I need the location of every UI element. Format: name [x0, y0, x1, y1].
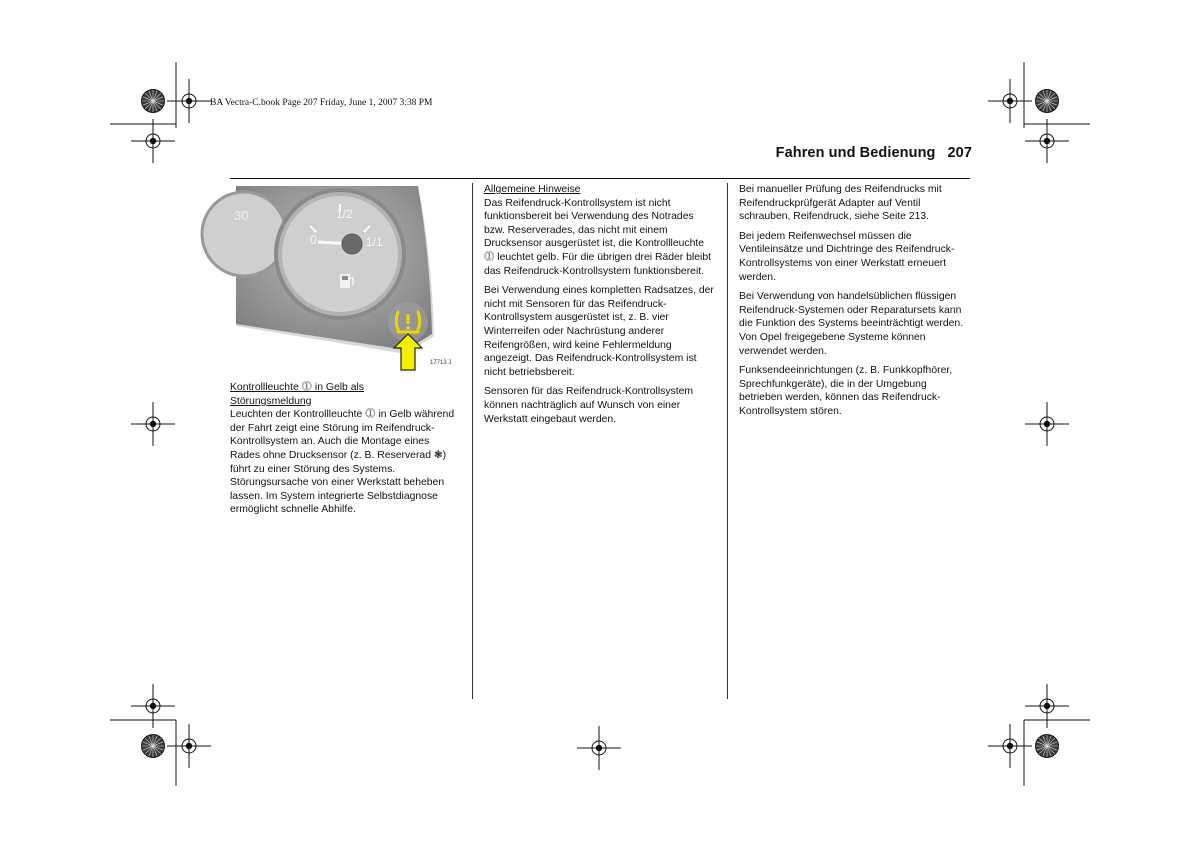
paragraph: Bei Verwendung eines kompletten Radsatzes, der nicht mit Sensoren für das Reifendruck-Kontrollsystem ausgerüstet ist, z. B. vier Winterreifen oder Nachrüstung anderer Reifengrößen, wird keine Fehlermeldung angezeigt. Das Reifendruck-Kontrollsystem ist nicht betriebsbereit.: [484, 285, 714, 378]
column-divider: [472, 183, 473, 699]
page-header: [700, 145, 972, 161]
figure-number: 17713 J: [430, 360, 452, 366]
header-rule: [230, 178, 970, 179]
section-title: Fahren und Bedienung: [775, 145, 936, 161]
paragraph: Bei Verwendung von handelsüblichen flüssigen Reifendruck-Systemen oder Reparatursets kann die Funktion des Systems beeinträchtigt werden. Von Opel freigegebene Systeme können verwendet werden.: [739, 291, 964, 357]
column-3: [739, 183, 971, 425]
section-heading-line2: Störungsmeldung: [230, 395, 312, 407]
gauge-label-half: 1/2: [336, 207, 353, 221]
instrument-cluster-illustration: [236, 186, 434, 370]
partial-gauge-digits: 30: [234, 208, 249, 223]
page-number: 207: [947, 145, 972, 161]
instrument-cluster-figure: [236, 186, 434, 370]
gauge-label-full: 1/1: [366, 235, 383, 249]
paragraph: Das Reifendruck-Kontrollsystem ist nicht funktionsbereit bei Verwendung des Notrades bzw. Reserverades, das nicht mit einem Drucksensor ausgerüstet ist, die Kontrollleuchte ⓵ leuchtet gelb. Für die übrigen drei Räder bleibt das Reifendruck-Kontrollsystem funktionsbereit.: [484, 197, 711, 277]
paragraph: Leuchten der Kontrollleuchte ⓵ in Gelb während der Fahrt zeigt eine Störung im Reifendruck-Kontrollsystem an. Auch die Montage eines Rades ohne Drucksensor (z. B. Reserverad ❃) führt zu einer Störung des Systems. Störungsursache von einer Werkstatt beheben lassen. Im System integrierte Selbstdiagnose ermöglicht schnelle Abhilfe.: [230, 409, 455, 516]
paragraph: Bei jedem Reifenwechsel müssen die Ventileinsätze und Dichtringe des Reifendruck-Kontrollsystems von einer Werkstatt erneuert werden.: [739, 230, 955, 283]
column-2: [484, 183, 716, 432]
section-heading: Allgemeine Hinweise: [484, 184, 581, 195]
print-info: BA Vectra-C.book Page 207 Friday, June 1, 2007 3:38 PM: [210, 98, 433, 108]
column-1: [230, 381, 462, 523]
paragraph: Bei manueller Prüfung des Reifendrucks mit Reifendruckprüfgerät Adapter auf Ventil schrauben, Reifendruck, siehe Seite 213.: [739, 184, 942, 223]
column-divider: [727, 183, 728, 699]
paragraph: Funksendeeinrichtungen (z. B. Funkkopfhörer, Sprechfunkgeräte), die in der Umgebung betrieben werden, können das Reifendruck-Kontrollsystem stören.: [739, 365, 953, 417]
gauge-label-empty: 0: [310, 233, 317, 247]
section-heading: Kontrollleuchte ⓵ in Gelb als: [230, 382, 364, 393]
paragraph: Sensoren für das Reifendruck-Kontrollsystem können nachträglich auf Wunsch von einer Werkstatt eingebaut werden.: [484, 386, 694, 425]
